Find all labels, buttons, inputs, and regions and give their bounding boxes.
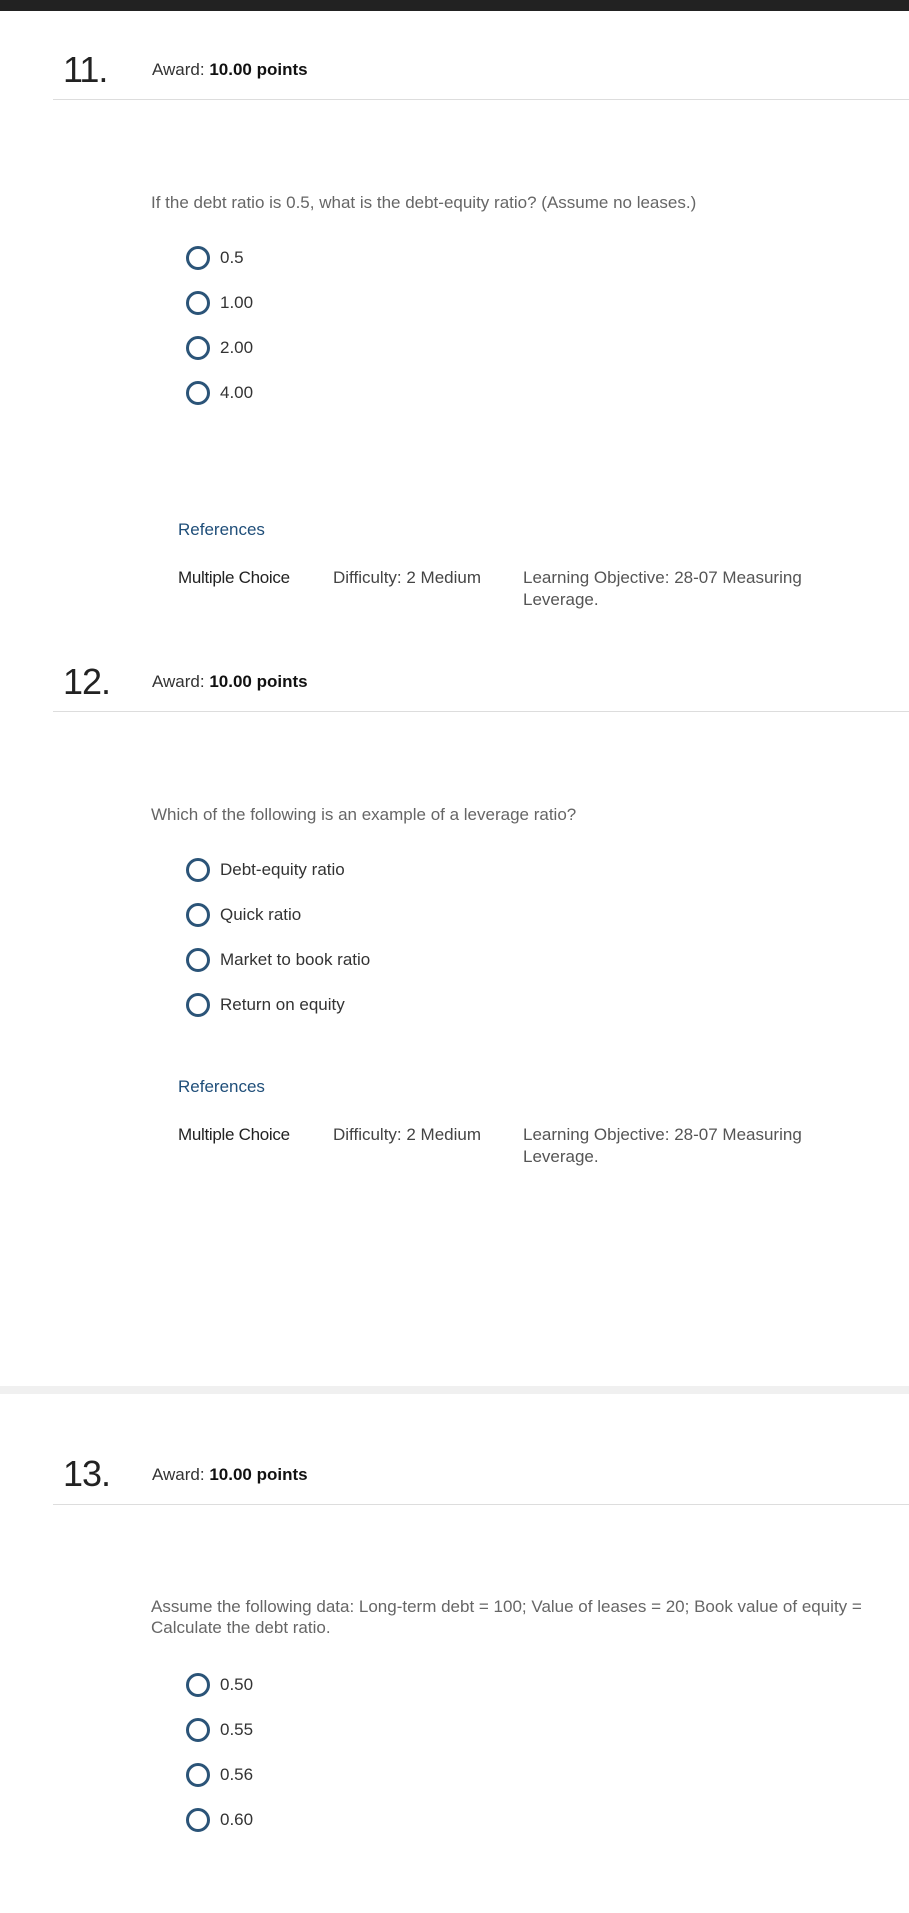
answer-options [186, 235, 253, 415]
question-meta [178, 1124, 843, 1168]
question-type: Multiple Choice [178, 568, 290, 587]
option-label: 0.55 [220, 1719, 254, 1739]
answer-option[interactable] [186, 235, 253, 280]
question-text [151, 192, 909, 213]
answer-option[interactable] [186, 1662, 253, 1707]
divider [53, 711, 909, 712]
radio-button[interactable] [186, 948, 210, 972]
question-text [151, 1596, 909, 1638]
radio-button[interactable] [186, 336, 210, 360]
radio-button[interactable] [186, 246, 210, 270]
option-label: 0.5 [220, 247, 244, 267]
radio-button[interactable] [186, 858, 210, 882]
answer-option[interactable] [186, 1752, 253, 1797]
radio-button[interactable] [186, 291, 210, 315]
option-label: Return on equity [220, 994, 345, 1014]
question-text-line: Calculate the debt ratio. [151, 1618, 331, 1637]
option-label: 0.56 [220, 1764, 254, 1784]
option-label: 4.00 [220, 382, 254, 402]
question-text-line: Assume the following data: Long-term debt = 100; Value of leases = 20; Book value of equity = [151, 1597, 862, 1616]
award [152, 671, 308, 693]
answer-option[interactable] [186, 892, 370, 937]
question-number: 12. [63, 661, 111, 702]
question-number: 11. [63, 49, 108, 90]
award [152, 1464, 308, 1486]
award-label: Award: [152, 672, 205, 691]
question-text [151, 804, 909, 825]
option-label: 1.00 [220, 292, 254, 312]
radio-button[interactable] [186, 1808, 210, 1832]
references-link[interactable]: References [178, 1077, 265, 1096]
radio-button[interactable] [186, 903, 210, 927]
award-label: Award: [152, 1465, 205, 1484]
award-points: 10.00 points [209, 672, 308, 691]
difficulty: Difficulty: 2 Medium [333, 1125, 482, 1144]
radio-button[interactable] [186, 1763, 210, 1787]
award-points: 10.00 points [209, 60, 308, 79]
option-label: Debt-equity ratio [220, 859, 345, 879]
question-number: 13. [63, 1453, 111, 1494]
difficulty: Difficulty: 2 Medium [333, 568, 482, 587]
answer-option[interactable] [186, 370, 253, 415]
answer-option[interactable] [186, 1707, 253, 1752]
radio-button[interactable] [186, 381, 210, 405]
option-label: 0.50 [220, 1674, 254, 1694]
top-bar [0, 0, 909, 11]
option-label: 0.60 [220, 1809, 254, 1829]
question-text-line: Which of the following is an example of a leverage ratio? [151, 805, 577, 824]
section-separator [0, 1386, 909, 1394]
learning-objective: Learning Objective: 28-07 Measuring Leverage. [523, 568, 802, 609]
learning-objective: Learning Objective: 28-07 Measuring Leverage. [523, 1125, 802, 1166]
answer-options [186, 1662, 253, 1842]
answer-option[interactable] [186, 982, 370, 1027]
divider [53, 1504, 909, 1505]
answer-options [186, 847, 370, 1027]
answer-option[interactable] [186, 325, 253, 370]
answer-option[interactable] [186, 937, 370, 982]
option-label: Quick ratio [220, 904, 302, 924]
question-type: Multiple Choice [178, 1125, 290, 1144]
divider [53, 99, 909, 100]
question-text-line: If the debt ratio is 0.5, what is the debt-equity ratio? (Assume no leases.) [151, 193, 697, 212]
radio-button[interactable] [186, 1718, 210, 1742]
radio-button[interactable] [186, 993, 210, 1017]
award-points: 10.00 points [209, 1465, 308, 1484]
award-label: Award: [152, 60, 205, 79]
option-label: Market to book ratio [220, 949, 371, 969]
answer-option[interactable] [186, 847, 370, 892]
question-meta [178, 567, 843, 611]
award [152, 59, 308, 81]
radio-button[interactable] [186, 1673, 210, 1697]
references-link[interactable]: References [178, 520, 265, 539]
option-label: 2.00 [220, 337, 254, 357]
answer-option[interactable] [186, 1797, 253, 1842]
answer-option[interactable] [186, 280, 253, 325]
